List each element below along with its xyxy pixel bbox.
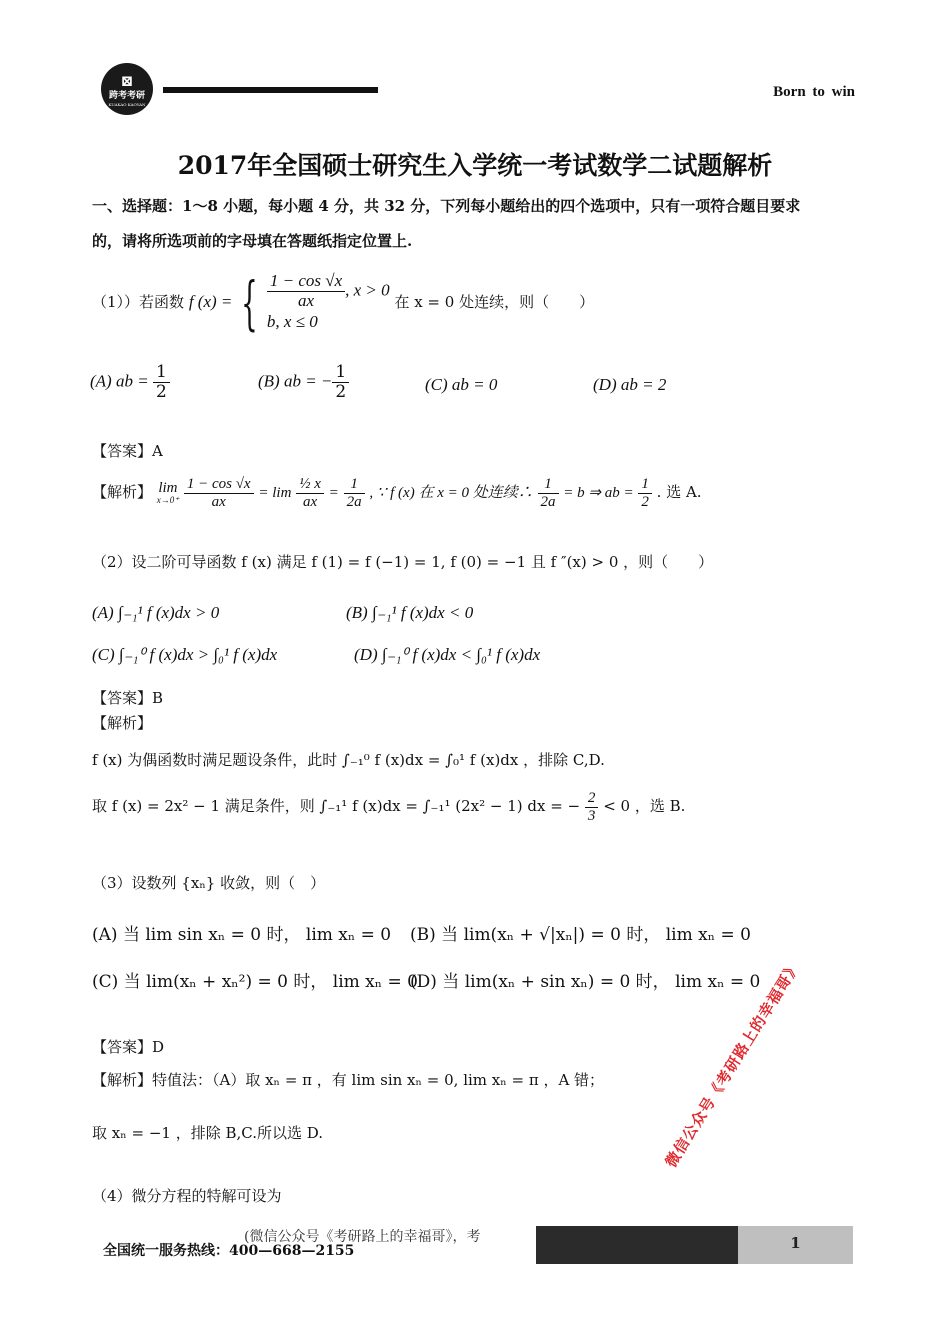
- q2-option-c: (C) ∫₋₁⁰ f (x)dx > ∫₀¹ f (x)dx: [92, 645, 278, 664]
- q1-case1-fraction: [267, 272, 345, 310]
- q1-answer: 【答案】A: [92, 442, 163, 460]
- q1-case1-den: ax: [297, 290, 315, 310]
- section-intro-line1: 一、选择题：1～8 小题，每小题 4 分，共 32 分，下列每小题给出的四个选项中，只有一项符合题目要求: [92, 197, 801, 215]
- logo-subtext: KUAKAO KAOYAN: [108, 102, 146, 107]
- footer-dark-band: [536, 1226, 738, 1264]
- q3-stem: （3）设数列 {xₙ} 收敛，则（ ）: [92, 874, 326, 892]
- q2-answer: 【答案】B: [92, 689, 164, 707]
- q1-cases: [267, 272, 390, 334]
- q2-analysis-label: 【解析】: [92, 714, 153, 732]
- q2-analysis-line1: f (x) 为偶函数时满足题设条件，此时 ∫₋₁⁰ f (x)dx = ∫₀¹ f (x)dx ，排除 C,D.: [92, 751, 605, 769]
- header-slogan: Born to win: [773, 84, 855, 100]
- q1-option-c: (C) ab = 0: [425, 375, 498, 394]
- q2-option-b: (B) ∫₋₁¹ f (x)dx < 0: [346, 603, 474, 622]
- q1-suffix: 在 x = 0 处连续，则（ ）: [394, 293, 595, 312]
- q1-analysis: 【解析】 lim x→0⁺ $\frac{1 - \cos √x}{ax}$ = lim $\frac{\text{½ x}}{ax}$ = $\frac{1}{2a}$ , ∵ f (x) 在 x = 0 处连续∴ $\frac{1}{2a}$ = b ⇒ ab = $\frac{1}{2}$ . 选 A.: [92, 476, 702, 510]
- footer-overlay-text: (微信公众号《考研路上的幸福哥》，考: [244, 1229, 481, 1245]
- page-title: 2017年全国硕士研究生入学统一考试数学二试题解析: [177, 151, 773, 180]
- q1-function: f (x) =: [188, 292, 233, 312]
- q1-stem: [92, 269, 595, 338]
- q1-case2: b, x ≤ 0: [266, 312, 318, 332]
- q1-prefix: （1））若函数: [92, 293, 185, 312]
- page-number: 1: [790, 1234, 801, 1252]
- q1-case1-num: 1 − cos √x: [267, 272, 345, 292]
- q3-analysis-line1: 【解析】特值法：（A）取 xₙ = π ，有 lim sin xₙ = 0, lim xₙ = π ，A 错；: [92, 1071, 605, 1089]
- q2-option-d: (D) ∫₋₁⁰ f (x)dx < ∫₀¹ f (x)dx: [354, 645, 541, 664]
- footer-hotline: 全国统一服务热线：400—668—2155: [103, 1243, 355, 1259]
- q3-answer: 【答案】D: [92, 1038, 165, 1056]
- logo-text: 跨考考研: [108, 91, 145, 101]
- q1-option-a: (A) ab = $\frac{1}{2}$: [90, 363, 170, 401]
- q3-option-d: (D) 当 lim(xₙ + sin xₙ) = 0 时， lim xₙ = 0: [410, 972, 761, 992]
- q1-option-b: (B) ab = − $\frac{1}{2}$: [258, 363, 349, 401]
- q2-stem: （2）设二阶可导函数 f (x) 满足 f (1) = f (−1) = 1, f (0) = −1 且 f ″(x) > 0 ，则（ ）: [92, 553, 714, 571]
- q1-option-d: (D) ab = 2: [593, 375, 667, 394]
- watermark-stamp: 微信公众号《考研路上的幸福哥》: [661, 957, 805, 1171]
- q3-analysis-line2: 取 xₙ = −1 ，排除 B,C.所以选 D.: [92, 1124, 323, 1142]
- q1-case1-cond: , x > 0: [345, 280, 390, 300]
- logo-icon: ⊠: [120, 72, 134, 90]
- q2-analysis-line2: 取 f (x) = 2x² − 1 满足条件，则 ∫₋₁¹ f (x)dx = ∫₋₁¹ (2x² − 1) dx = − $\frac{2}{3}$ < 0 ，选 B.: [92, 790, 686, 824]
- q1-brace: {: [241, 269, 258, 338]
- q4-stem: （4）微分方程的特解可设为: [92, 1187, 282, 1205]
- q3-option-b: (B) 当 lim(xₙ + √|xₙ|) = 0 时， lim xₙ = 0: [410, 925, 751, 945]
- q3-option-a: (A) 当 lim sin xₙ = 0 时， lim xₙ = 0: [92, 925, 392, 945]
- q2-option-a: (A) ∫₋₁¹ f (x)dx > 0: [92, 603, 220, 622]
- header-rule: [163, 87, 378, 93]
- q3-option-c: (C) 当 lim(xₙ + xₙ²) = 0 时， lim xₙ = 0: [92, 972, 418, 992]
- section-intro-line2: 的，请将所选项前的字母填在答题纸指定位置上.: [92, 232, 413, 250]
- brand-logo: [101, 63, 153, 115]
